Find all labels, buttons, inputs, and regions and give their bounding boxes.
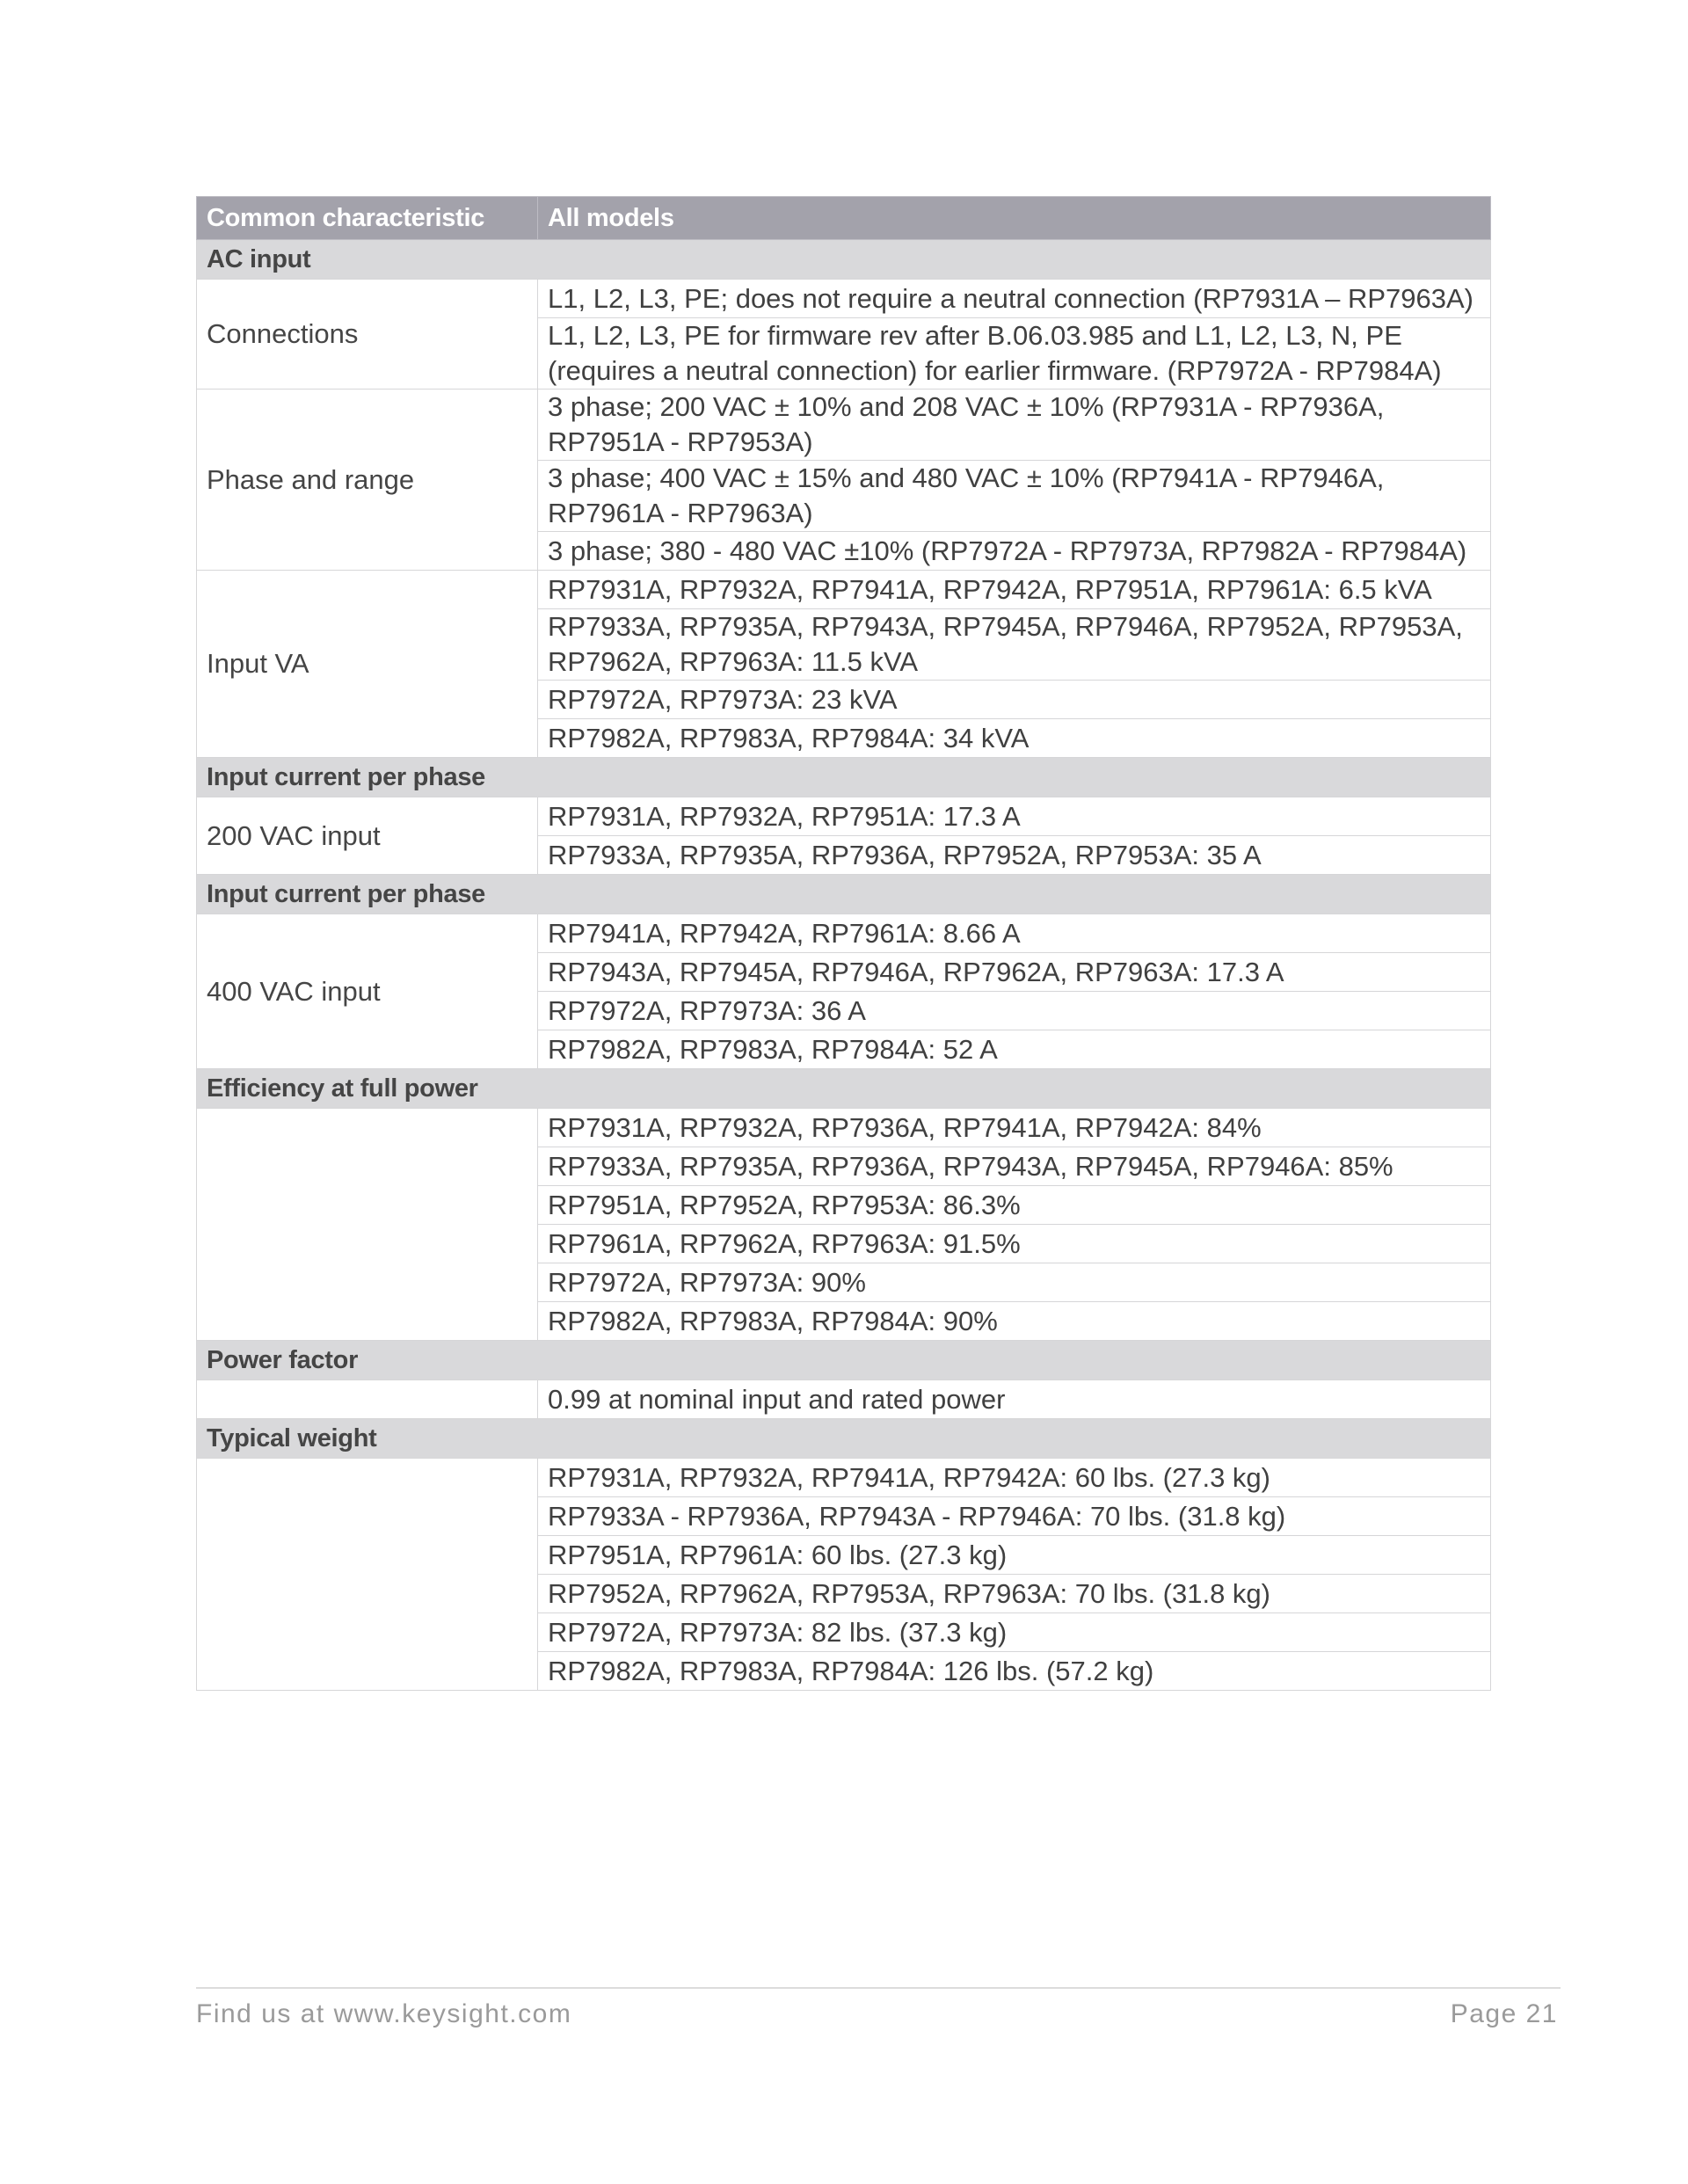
spec-value: RP7951A, RP7952A, RP7953A: 86.3%: [538, 1186, 1491, 1225]
spec-value: RP7952A, RP7962A, RP7953A, RP7963A: 70 lbs. (31.8 kg): [538, 1575, 1491, 1613]
section-title: Input current per phase: [197, 875, 1491, 914]
page-number: Page 21: [1450, 1999, 1558, 2028]
spec-value: RP7972A, RP7973A: 36 A: [538, 992, 1491, 1030]
spec-value: RP7931A, RP7932A, RP7941A, RP7942A: 60 lbs. (27.3 kg): [538, 1459, 1491, 1497]
section-row: [197, 1069, 1491, 1109]
spec-value: RP7982A, RP7983A, RP7984A: 34 kVA: [538, 719, 1491, 758]
characteristic-label: Input VA: [197, 571, 538, 758]
characteristic-label: [197, 1459, 538, 1691]
spec-value: 3 phase; 380 - 480 VAC ±10% (RP7972A - RP7973A, RP7982A - RP7984A): [538, 532, 1491, 571]
section-title: AC input: [197, 240, 1491, 280]
section-title: Typical weight: [197, 1419, 1491, 1459]
spec-value: RP7933A - RP7936A, RP7943A - RP7946A: 70 lbs. (31.8 kg): [538, 1497, 1491, 1536]
spec-value: RP7931A, RP7932A, RP7951A: 17.3 A: [538, 797, 1491, 836]
section-title: Efficiency at full power: [197, 1069, 1491, 1109]
spec-value: RP7943A, RP7945A, RP7946A, RP7962A, RP7963A: 17.3 A: [538, 953, 1491, 992]
header-common-characteristic: Common characteristic: [197, 197, 538, 240]
section-row: [197, 1419, 1491, 1459]
characteristic-label: Connections: [197, 280, 538, 389]
spec-value: RP7933A, RP7935A, RP7936A, RP7943A, RP7945A, RP7946A: 85%: [538, 1147, 1491, 1186]
section-row: [197, 240, 1491, 280]
table-body: [197, 240, 1491, 1691]
table-row: [197, 389, 1491, 461]
spec-value: RP7972A, RP7973A: 82 lbs. (37.3 kg): [538, 1613, 1491, 1652]
characteristic-label: [197, 1380, 538, 1419]
spec-value: 3 phase; 400 VAC ± 15% and 480 VAC ± 10% (RP7941A - RP7946A, RP7961A - RP7963A): [538, 461, 1491, 532]
table-row: [197, 914, 1491, 953]
spec-value: RP7933A, RP7935A, RP7943A, RP7945A, RP7946A, RP7952A, RP7953A, RP7962A, RP7963A: 11.5 kVA: [538, 609, 1491, 681]
footer-divider: [196, 1987, 1561, 1989]
spec-value: RP7931A, RP7932A, RP7936A, RP7941A, RP7942A: 84%: [538, 1109, 1491, 1147]
spec-value: L1, L2, L3, PE; does not require a neutral connection (RP7931A – RP7963A): [538, 280, 1491, 318]
spec-value: RP7951A, RP7961A: 60 lbs. (27.3 kg): [538, 1536, 1491, 1575]
footer-website: Find us at www.keysight.com: [196, 1999, 572, 2028]
spec-value: RP7972A, RP7973A: 90%: [538, 1263, 1491, 1302]
characteristic-label: 200 VAC input: [197, 797, 538, 875]
section-row: [197, 758, 1491, 797]
table-row: [197, 571, 1491, 609]
spec-value: RP7972A, RP7973A: 23 kVA: [538, 681, 1491, 719]
table-row: [197, 1380, 1491, 1419]
table-row: [197, 1109, 1491, 1147]
spec-value: RP7941A, RP7942A, RP7961A: 8.66 A: [538, 914, 1491, 953]
spec-value: RP7982A, RP7983A, RP7984A: 90%: [538, 1302, 1491, 1341]
characteristic-label: Phase and range: [197, 389, 538, 571]
section-title: Power factor: [197, 1341, 1491, 1380]
spec-value: RP7931A, RP7932A, RP7941A, RP7942A, RP7951A, RP7961A: 6.5 kVA: [538, 571, 1491, 609]
section-row: [197, 875, 1491, 914]
spec-value: RP7933A, RP7935A, RP7936A, RP7952A, RP7953A: 35 A: [538, 836, 1491, 875]
table-row: [197, 280, 1491, 318]
characteristic-label: [197, 1109, 538, 1341]
header-all-models: All models: [538, 197, 1491, 240]
spec-value: 3 phase; 200 VAC ± 10% and 208 VAC ± 10% (RP7931A - RP7936A, RP7951A - RP7953A): [538, 389, 1491, 461]
section-row: [197, 1341, 1491, 1380]
spec-table: [196, 196, 1491, 1691]
spec-value: L1, L2, L3, PE for firmware rev after B.06.03.985 and L1, L2, L3, N, PE (requires a neutral connection) for earlier firmware. (RP7972A - RP7984A): [538, 318, 1491, 389]
spec-value: 0.99 at nominal input and rated power: [538, 1380, 1491, 1419]
table-row: [197, 1459, 1491, 1497]
spec-value: RP7982A, RP7983A, RP7984A: 126 lbs. (57.2 kg): [538, 1652, 1491, 1691]
table-header-row: [197, 197, 1491, 240]
section-title: Input current per phase: [197, 758, 1491, 797]
spec-value: RP7982A, RP7983A, RP7984A: 52 A: [538, 1030, 1491, 1069]
table-row: [197, 797, 1491, 836]
characteristic-label: 400 VAC input: [197, 914, 538, 1069]
spec-value: RP7961A, RP7962A, RP7963A: 91.5%: [538, 1225, 1491, 1263]
